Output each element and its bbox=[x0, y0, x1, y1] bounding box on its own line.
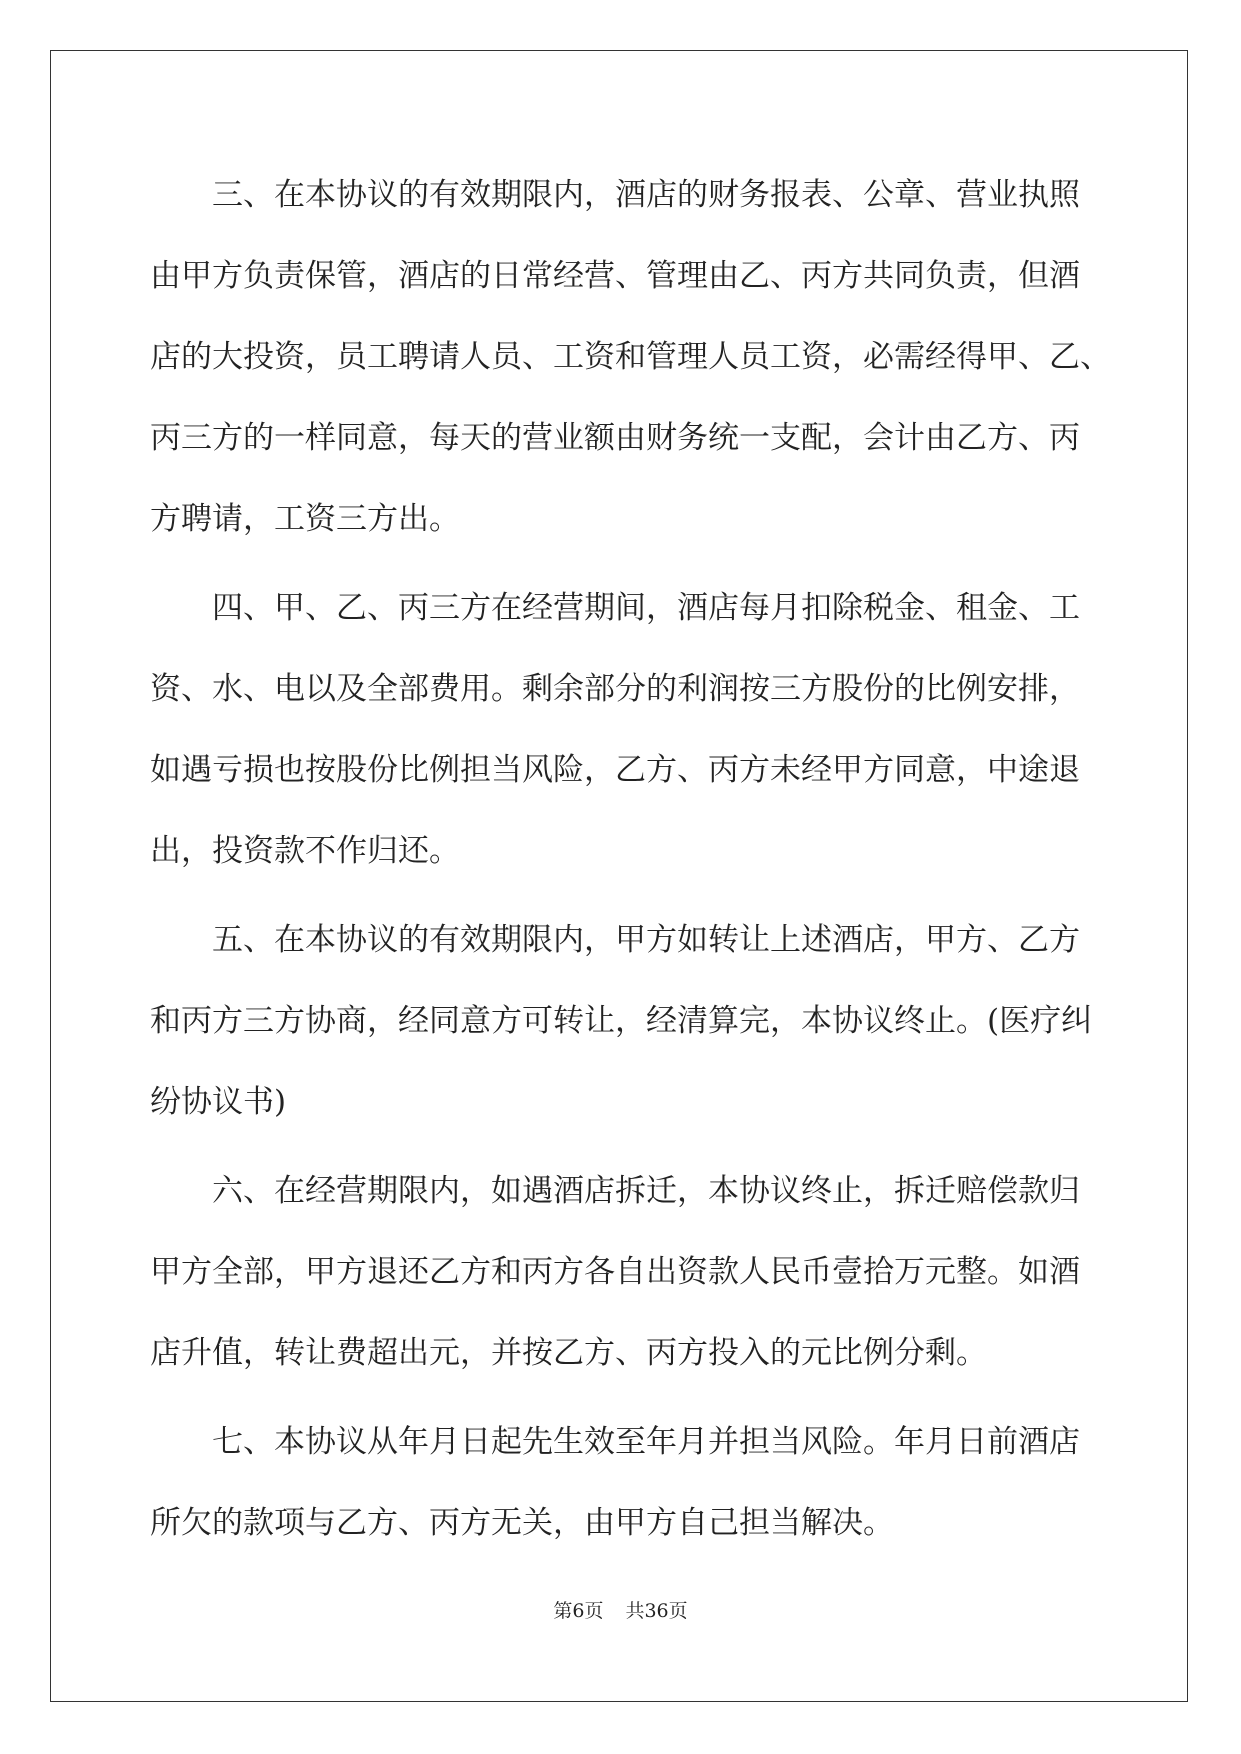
text-line: 店的大投资，员工聘请人员、工资和管理人员工资，必需经得甲、乙、 bbox=[150, 339, 1111, 375]
text-line: 四、甲、乙、丙三方在经营期间，酒店每月扣除税金、租金、工 bbox=[212, 590, 1080, 626]
text-line: 丙三方的一样同意，每天的营业额由财务统一支配，会计由乙方、丙 bbox=[150, 420, 1080, 456]
page-number: 第6页 bbox=[553, 1600, 604, 1622]
text-line: 出，投资款不作归还。 bbox=[150, 833, 460, 869]
clause-7 bbox=[150, 1402, 1110, 1564]
page-total: 共36页 bbox=[625, 1600, 688, 1622]
text-line: 由甲方负责保管，酒店的日常经营、管理由乙、丙方共同负责，但酒 bbox=[150, 258, 1080, 294]
clause-3 bbox=[150, 155, 1110, 560]
text-line: 店升值，转让费超出元，并按乙方、丙方投入的元比例分剩。 bbox=[150, 1335, 987, 1371]
clause-4 bbox=[150, 568, 1110, 892]
clause-6 bbox=[150, 1151, 1110, 1394]
page-footer bbox=[0, 1596, 1241, 1623]
text-line: 五、在本协议的有效期限内，甲方如转让上述酒店，甲方、乙方 bbox=[212, 922, 1080, 958]
text-line: 资、水、电以及全部费用。剩余部分的利润按三方股份的比例安排， bbox=[150, 671, 1080, 707]
text-line: 纷协议书) bbox=[150, 1084, 287, 1120]
text-line: 所欠的款项与乙方、丙方无关，由甲方自己担当解决。 bbox=[150, 1505, 894, 1541]
text-line: 六、在经营期限内，如遇酒店拆迁，本协议终止，拆迁赔偿款归 bbox=[212, 1173, 1080, 1209]
text-line: 如遇亏损也按股份比例担当风险，乙方、丙方未经甲方同意，中途退 bbox=[150, 752, 1080, 788]
text-line: 七、本协议从年月日起先生效至年月并担当风险。年月日前酒店 bbox=[212, 1424, 1080, 1460]
document-body bbox=[150, 155, 1110, 1572]
text-line: 和丙方三方协商，经同意方可转让，经清算完，本协议终止。(医疗纠 bbox=[150, 1003, 1093, 1039]
text-line: 甲方全部，甲方退还乙方和丙方各自出资款人民币壹拾万元整。如酒 bbox=[150, 1254, 1080, 1290]
text-line: 三、在本协议的有效期限内，酒店的财务报表、公章、营业执照 bbox=[212, 177, 1080, 213]
text-line: 方聘请，工资三方出。 bbox=[150, 501, 460, 537]
clause-5 bbox=[150, 900, 1110, 1143]
